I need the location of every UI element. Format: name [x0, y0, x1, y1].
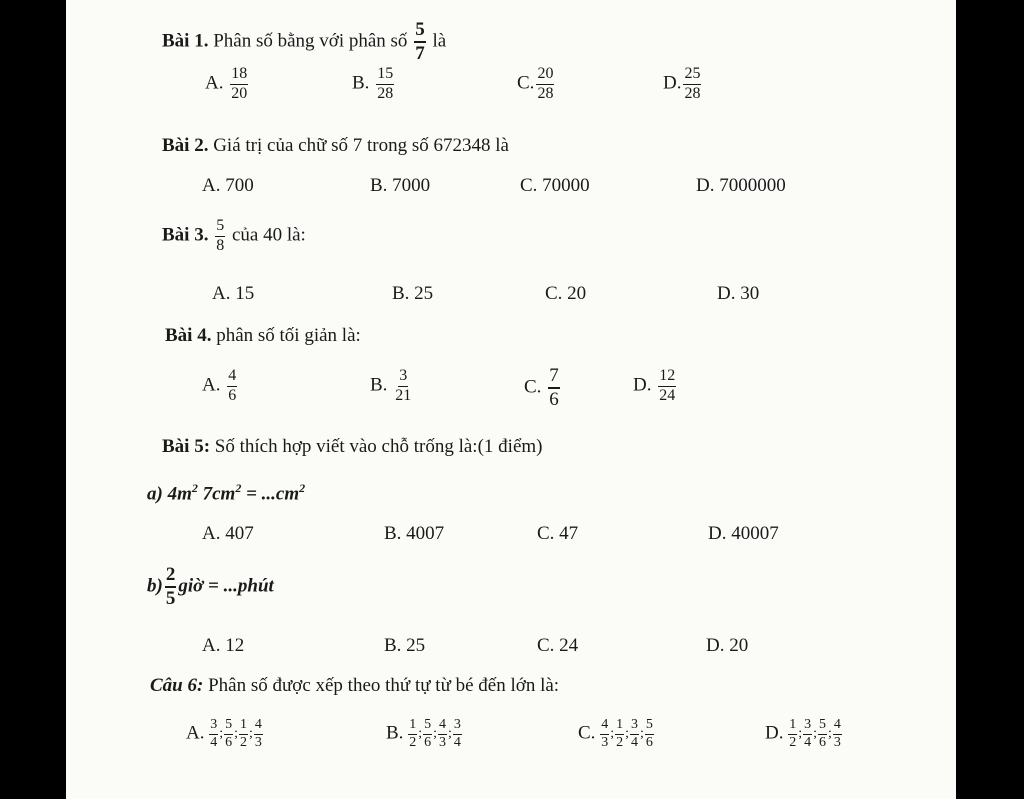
q3-label: Bài 3. [162, 224, 209, 246]
q5b-option-b: B. 25 [384, 635, 426, 656]
q4-label: Bài 4. [165, 325, 212, 346]
q1-label: Bài 1. [162, 30, 209, 52]
q2-option-d: D. 7000000 [696, 175, 786, 196]
q3-heading [162, 218, 306, 255]
q2-heading [162, 136, 509, 155]
q1-text: Phân số bằng với phân số [213, 30, 408, 52]
q3-option-d: D. 30 [717, 283, 760, 304]
q1-heading [162, 20, 446, 64]
q4-option-a: A. $\frac{4}{6}$ [202, 367, 237, 404]
q6-option-d: D. $\frac{1}{2}$ ; $\frac{3}{4}$ ; $\frac{5}{6}$ ; $\frac{4}{3}$ [765, 717, 841, 750]
q1-tail: là [432, 30, 447, 52]
q5a-option-a: A. 407 [202, 523, 254, 544]
q2-text: Giá trị của chữ số 7 trong số 672348 là [213, 135, 509, 156]
q4-heading [165, 326, 361, 345]
q5-heading [162, 437, 543, 456]
q6-label: Câu 6: [150, 675, 204, 696]
q5-label: Bài 5: [162, 436, 211, 457]
q6-heading [150, 676, 559, 695]
q6-option-c: C. $\frac{4}{3}$ ; $\frac{1}{2}$ ; $\frac{3}{4}$ ; $\frac{5}{6}$ [578, 717, 653, 750]
q4-option-d: D. $\frac{12}{24}$ [633, 367, 676, 404]
q2-label: Bài 2. [162, 135, 209, 156]
q3-option-c: C. 20 [545, 283, 587, 304]
q1-option-b: B. $\frac{15}{28}$ [352, 65, 394, 102]
q4-text: phân số tối giản là: [216, 325, 361, 346]
q1-option-c: C. $\frac{20}{28}$ [517, 65, 554, 102]
q1-option-d: D. $\frac{25}{28}$ [663, 65, 701, 102]
q3-text: của 40 là: [231, 224, 306, 246]
q2-option-b: B. 7000 [370, 175, 431, 196]
q5a-option-d: D. 40007 [708, 523, 779, 544]
q4-option-b: B. $\frac{3}{21}$ [370, 367, 412, 404]
q5b-expression: b) $\frac{2}{5}$ giờ = ...phút [147, 564, 274, 609]
q5b-option-d: D. 20 [706, 635, 749, 656]
q5a-option-c: C. 47 [537, 523, 579, 544]
q3-fraction: $\frac{5}{8}$ [216, 217, 225, 254]
q2-option-c: C. 70000 [520, 175, 590, 196]
q6-option-b: B. $\frac{1}{2}$ ; $\frac{5}{6}$ ; $\frac{4}{3}$ ; $\frac{3}{4}$ [386, 717, 461, 750]
q1-fraction: $\frac{5}{7}$ [415, 19, 425, 64]
q5a-option-b: B. 4007 [384, 523, 445, 544]
q6-option-a: A. $\frac{3}{4}$ ; $\frac{5}{6}$ ; $\frac{1}{2}$ ; $\frac{4}{3}$ [186, 717, 262, 750]
q4-option-c: C. $\frac{7}{6}$ [524, 365, 559, 410]
q3-option-a: A. 15 [212, 283, 255, 304]
q5a-expression: a) $4m^2$ $7cm^2 = ...cm^2$ [147, 481, 306, 505]
q6-text: Phân số được xếp theo thứ tự từ bé đến lớn là: [208, 675, 560, 696]
q5-text: Số thích hợp viết vào chỗ trống là:(1 điểm) [214, 436, 543, 457]
q3-option-b: B. 25 [392, 283, 434, 304]
q1-option-a: A. $\frac{18}{20}$ [205, 65, 248, 102]
q2-option-a: A. 700 [202, 175, 254, 196]
q5b-option-a: A. 12 [202, 635, 245, 656]
q5b-option-c: C. 24 [537, 635, 579, 656]
